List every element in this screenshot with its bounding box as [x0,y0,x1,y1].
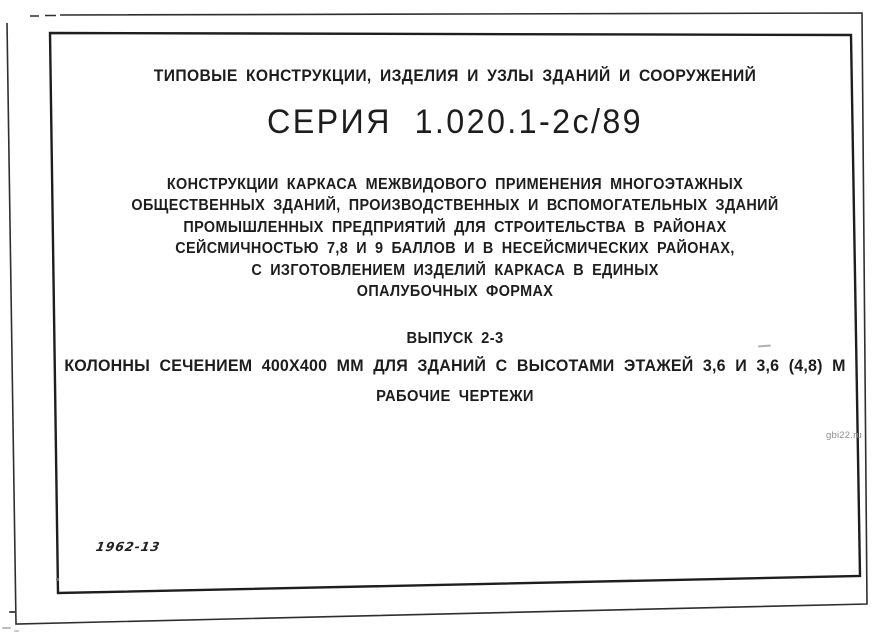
description-line: ОБЩЕСТВЕННЫХ ЗДАНИЙ, ПРОИЗВОДСТВЕННЫХ И ВСПОМОГАТЕЛЬНЫХ ЗДАНИЙ [131,197,779,215]
scan-artifact [56,578,59,581]
scan-artifact [2,627,11,629]
issue-label: ВЫПУСК 2-3 [406,330,504,347]
description-line: СЕЙСМИЧНОСТЬЮ 7,8 И 9 БАЛЛОВ И В НЕСЕЙСМИЧЕСКИХ РАЙОНАХ, [175,240,735,258]
scan-artifact [9,611,16,613]
description-line: КОНСТРУКЦИИ КАРКАСА МЕЖВИДОВОГО ПРИМЕНЕНИЯ МНОГОЭТАЖНЫХ [166,176,744,193]
description-line: С ИЗГОТОВЛЕНИЕМ ИЗДЕЛИЙ КАРКАСА В ЕДИНЫХ [251,261,659,279]
series-title: СЕРИЯ 1.020.1-2с/89 [267,103,643,141]
subject-line: КОЛОННЫ СЕЧЕНИЕМ 400Х400 ММ ДЛЯ ЗДАНИЙ С ВЫСОТАМИ ЭТАЖЕЙ 3,6 И 3,6 (4,8) М [64,357,846,375]
document-header: ТИПОВЫЕ КОНСТРУКЦИИ, ИЗДЕЛИЯ И УЗЛЫ ЗДАНИЙ И СООРУЖЕНИЙ [153,66,757,85]
description-block [50,174,860,302]
description-line: ОПАЛУБОЧНЫХ ФОРМАХ [356,283,554,301]
description-line: ПРОМЫШЛЕННЫХ ПРЕДПРИЯТИЙ ДЛЯ СТРОИТЕЛЬСТВА В РАЙОНАХ [183,218,727,236]
doc-type-label: РАБОЧИЕ ЧЕРТЕЖИ [376,388,534,405]
inventory-number: 1962-13 [94,539,162,554]
watermark: gbi22.ru [826,430,862,441]
scan-artifact [14,630,19,632]
